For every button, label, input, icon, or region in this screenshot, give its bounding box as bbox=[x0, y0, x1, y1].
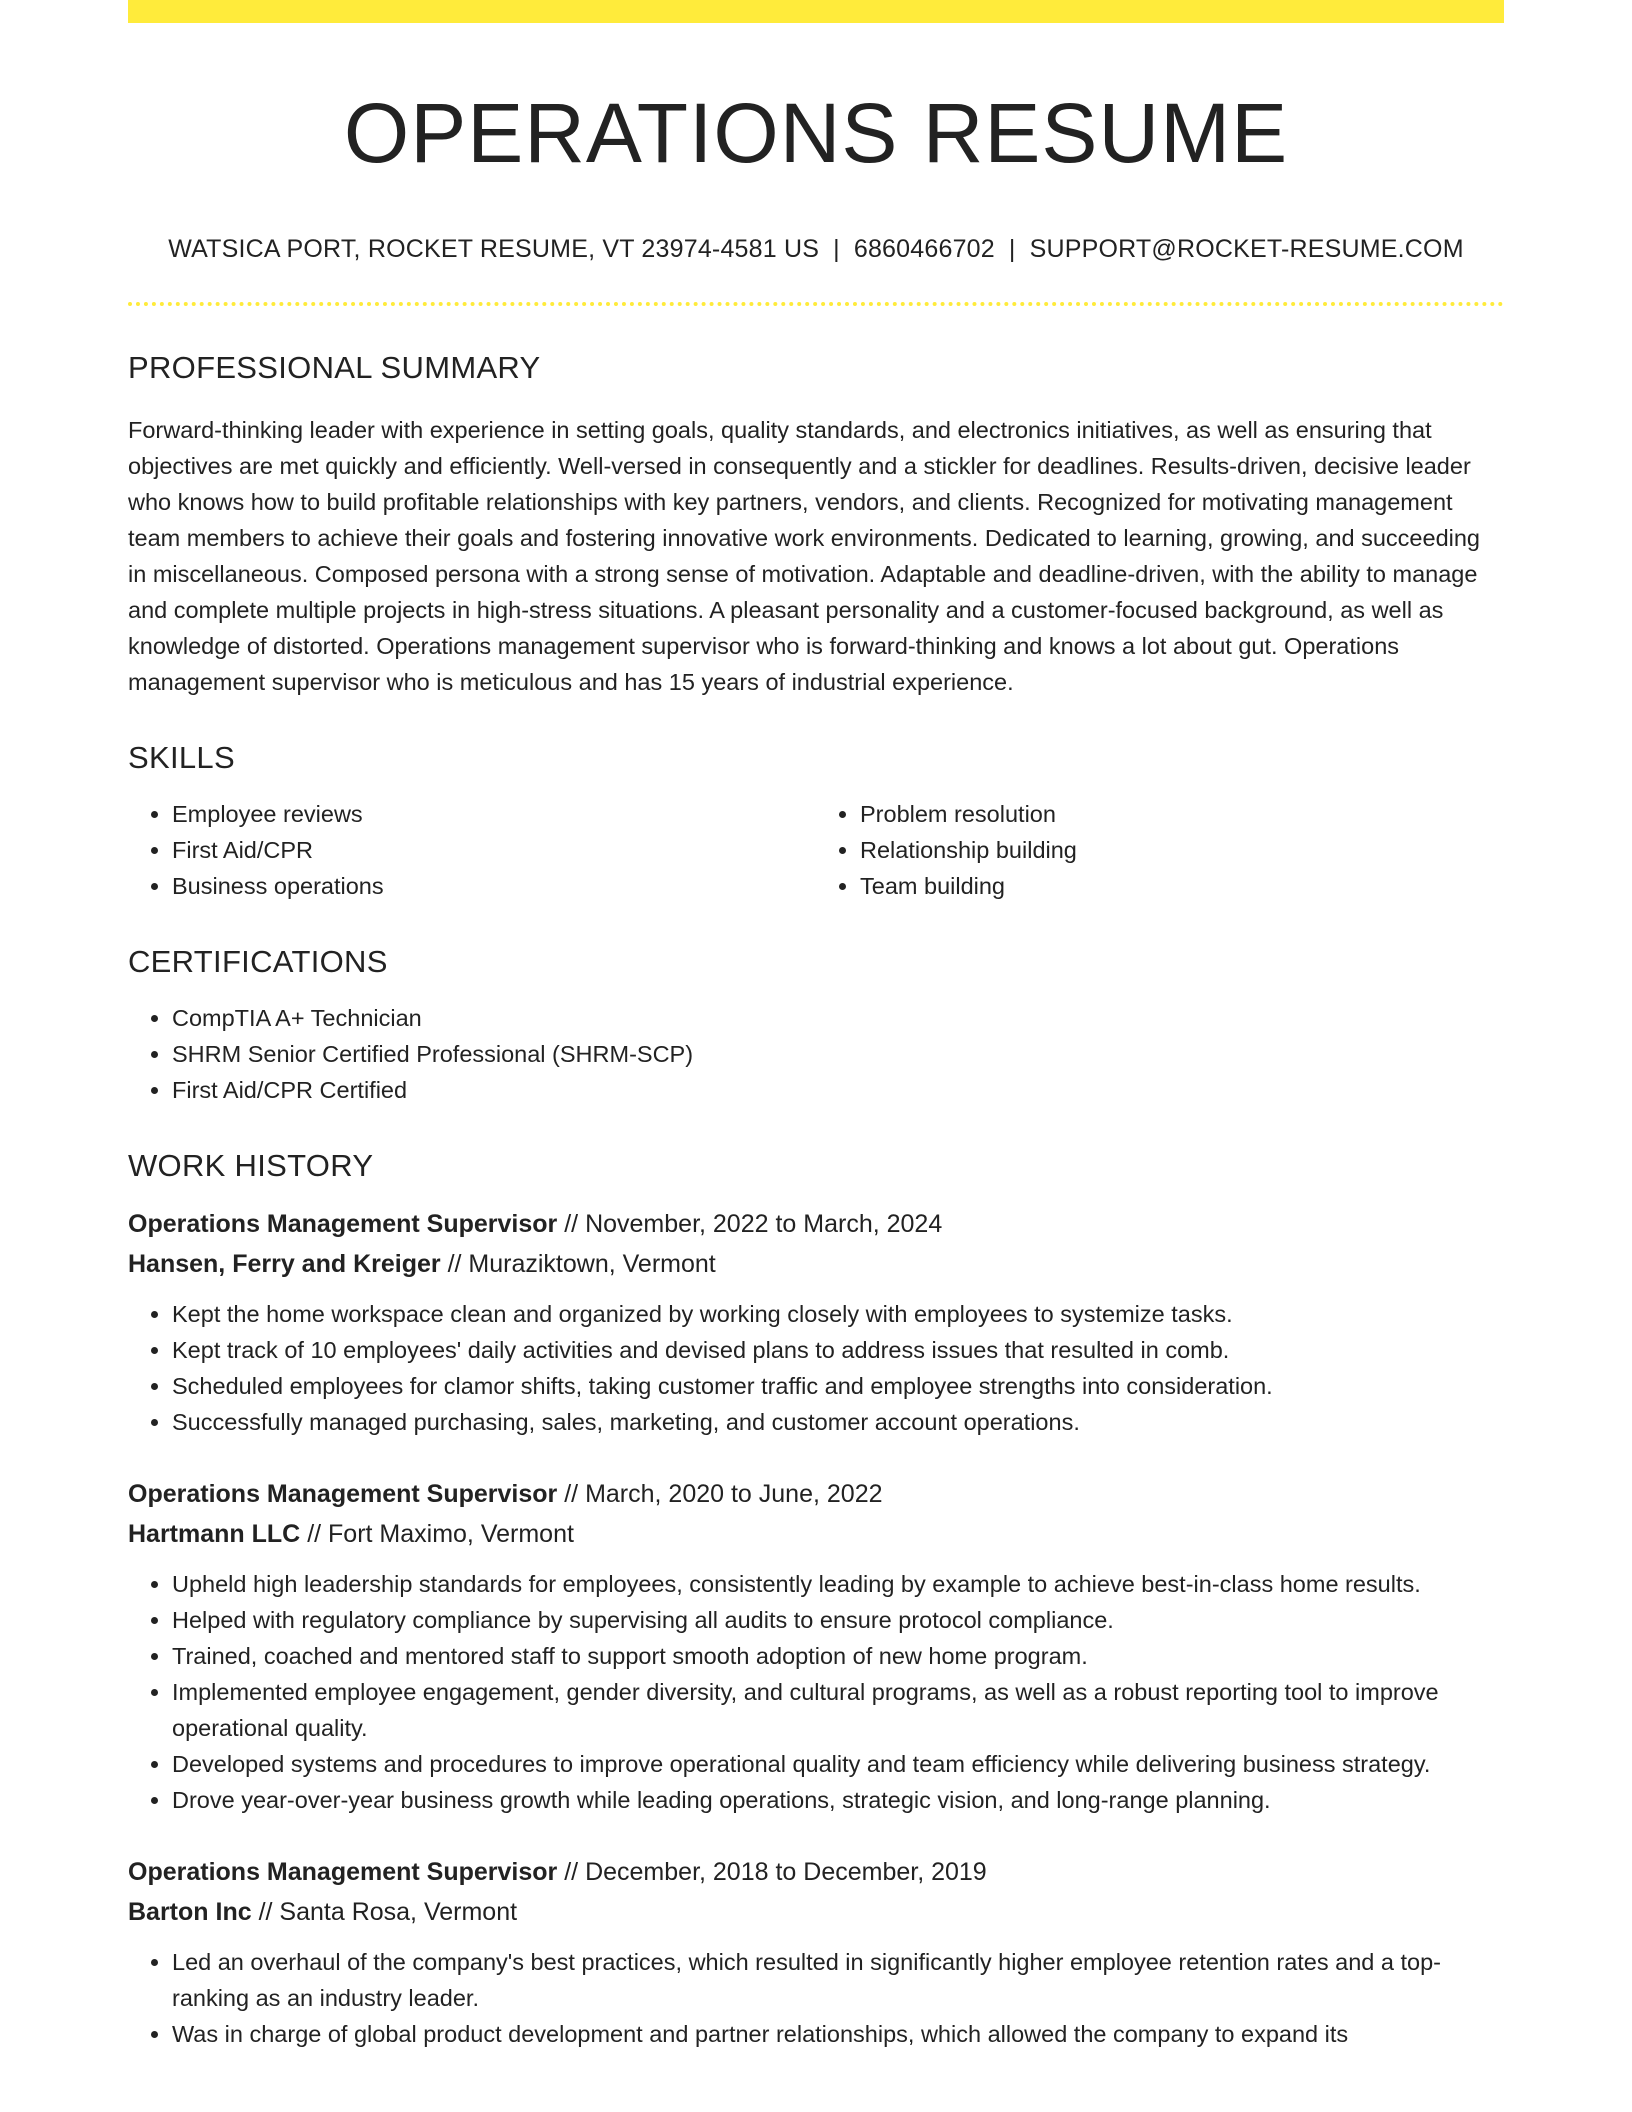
job-dates: // March, 2020 to June, 2022 bbox=[564, 1480, 883, 1509]
job-location: // Muraziktown, Vermont bbox=[447, 1250, 716, 1279]
job-company-line bbox=[128, 1244, 1504, 1284]
list-item: • Team building bbox=[860, 868, 1504, 904]
contact-separator: | bbox=[1008, 235, 1016, 264]
list-item: • Relationship building bbox=[860, 832, 1504, 868]
skills-column-right bbox=[816, 796, 1504, 904]
job-bullets bbox=[128, 1944, 1504, 2052]
job-entry bbox=[128, 1204, 1504, 1440]
job-role: Operations Management Supervisor bbox=[128, 1480, 558, 1509]
resume-title: OPERATIONS RESUME bbox=[343, 86, 1289, 180]
contact-separator: | bbox=[833, 235, 840, 264]
skills-list bbox=[128, 796, 1504, 904]
list-item: • Drove year-over-year business growth while leading operations, strategic vision, and long-range planning. bbox=[172, 1782, 1504, 1818]
job-bullets bbox=[128, 1566, 1504, 1818]
job-location: // Santa Rosa, Vermont bbox=[258, 1898, 518, 1927]
work-history-heading: WORK HISTORY bbox=[128, 1148, 374, 1184]
list-item: • Kept track of 10 employees' daily activities and devised plans to address issues that resulted in comb. bbox=[172, 1332, 1504, 1368]
list-item: • First Aid/CPR Certified bbox=[172, 1072, 1504, 1108]
contact-email: SUPPORT@ROCKET-RESUME.COM bbox=[1029, 235, 1464, 264]
list-item: • Employee reviews bbox=[172, 796, 816, 832]
list-item: • Implemented employee engagement, gender diversity, and cultural programs, as well as a robust reporting tool to improve operational quality. bbox=[172, 1674, 1504, 1746]
list-item: • Helped with regulatory compliance by supervising all audits to ensure protocol compliance. bbox=[172, 1602, 1504, 1638]
job-title-line bbox=[128, 1204, 1504, 1244]
job-dates: // November, 2022 to March, 2024 bbox=[564, 1210, 943, 1239]
job-title-line bbox=[128, 1474, 1504, 1514]
job-location: // Fort Maximo, Vermont bbox=[307, 1520, 574, 1549]
list-item: • CompTIA A+ Technician bbox=[172, 1000, 1504, 1036]
list-item: • Business operations bbox=[172, 868, 816, 904]
list-item: • Kept the home workspace clean and organized by working closely with employees to systemize tasks. bbox=[172, 1296, 1504, 1332]
job-company-line bbox=[128, 1514, 1504, 1554]
resume-page bbox=[128, 0, 1504, 2112]
list-item: • SHRM Senior Certified Professional (SHRM-SCP) bbox=[172, 1036, 1504, 1072]
list-item: • Successfully managed purchasing, sales, marketing, and customer account operations. bbox=[172, 1404, 1504, 1440]
contact-line bbox=[128, 235, 1504, 264]
list-item: • First Aid/CPR bbox=[172, 832, 816, 868]
accent-bar bbox=[128, 0, 1504, 23]
contact-address: WATSICA PORT, ROCKET RESUME, VT 23974-4581 US bbox=[168, 235, 820, 264]
job-company-line bbox=[128, 1892, 1504, 1932]
job-entry bbox=[128, 1852, 1504, 2052]
contact-phone: 6860466702 bbox=[853, 235, 995, 264]
list-item: • Was in charge of global product development and partner relationships, which allowed the company to expand its bbox=[172, 2016, 1504, 2052]
job-bullets bbox=[128, 1296, 1504, 1440]
summary-text: Forward-thinking leader with experience in setting goals, quality standards, and electronics initiatives, as well as ensuring that objectives are met quickly and efficiently. Well-versed in consequently and a stickler for deadlines. Results-driven, decisive leader who knows how to build profitable relationships with key partners, vendors, and clients. Recognized for motivating management team members to achieve their goals and fostering innovative work environments. Dedicated to learning, growing, and succeeding in miscellaneous. Composed persona with a strong sense of motivation. Adaptable and deadline-driven, with the ability to manage and complete multiple projects in high-stress situations. A pleasant personality and a customer-focused background, as well as knowledge of distorted. Operations management supervisor who is forward-thinking and knows a lot about gut. Operations management supervisor who is meticulous and has 15 years of industrial experience. bbox=[128, 417, 1480, 696]
dotted-divider bbox=[128, 302, 1504, 306]
job-role: Operations Management Supervisor bbox=[128, 1858, 558, 1887]
summary-heading: PROFESSIONAL SUMMARY bbox=[128, 350, 541, 386]
job-company: Barton Inc bbox=[128, 1898, 252, 1927]
job-title-line bbox=[128, 1852, 1504, 1892]
job-dates: // December, 2018 to December, 2019 bbox=[564, 1858, 987, 1887]
job-company: Hansen, Ferry and Kreiger bbox=[128, 1250, 441, 1279]
skills-column-left bbox=[128, 796, 816, 904]
list-item: • Upheld high leadership standards for employees, consistently leading by example to achieve best-in-class home results. bbox=[172, 1566, 1504, 1602]
list-item: • Led an overhaul of the company's best practices, which resulted in significantly higher employee retention rates and a top-ranking as an industry leader. bbox=[172, 1944, 1504, 2016]
certifications-heading: CERTIFICATIONS bbox=[128, 944, 388, 980]
job-entry bbox=[128, 1474, 1504, 1818]
work-history-list bbox=[128, 1204, 1504, 2052]
list-item: • Trained, coached and mentored staff to support smooth adoption of new home program. bbox=[172, 1638, 1504, 1674]
certifications-list bbox=[128, 1000, 1504, 1108]
job-role: Operations Management Supervisor bbox=[128, 1210, 558, 1239]
list-item: • Developed systems and procedures to improve operational quality and team efficiency while delivering business strategy. bbox=[172, 1746, 1504, 1782]
skills-heading: SKILLS bbox=[128, 740, 235, 776]
list-item: • Scheduled employees for clamor shifts, taking customer traffic and employee strengths into consideration. bbox=[172, 1368, 1504, 1404]
job-company: Hartmann LLC bbox=[128, 1520, 301, 1549]
list-item: • Problem resolution bbox=[860, 796, 1504, 832]
